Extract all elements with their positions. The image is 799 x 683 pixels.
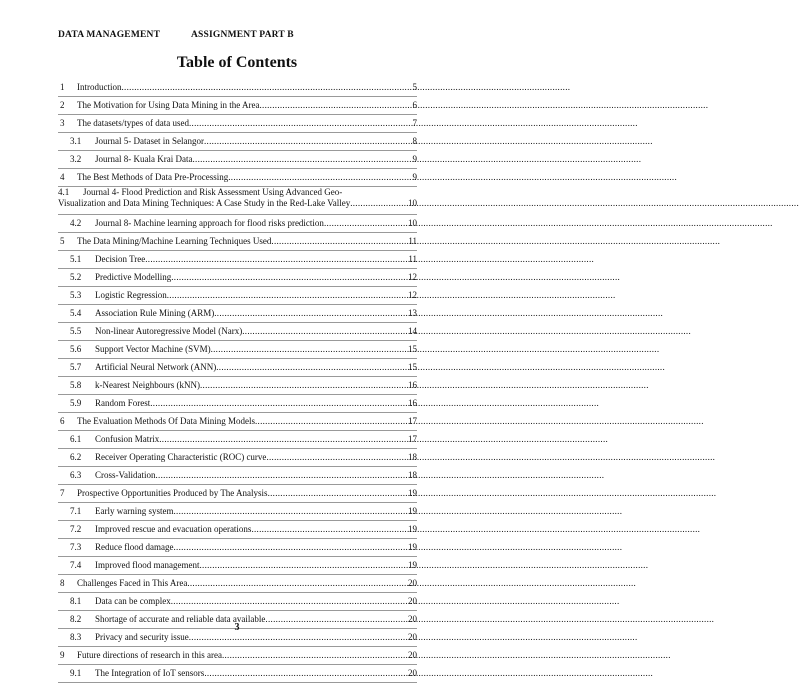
toc-entry-title: The Data Mining/Machine Learning Techniques Used xyxy=(77,236,272,246)
toc-entry[interactable] xyxy=(58,215,417,233)
toc-entry-page: 14 xyxy=(408,326,417,336)
toc-entry-page: 18 xyxy=(408,470,417,480)
toc-entry-title: Challenges Faced in This Area xyxy=(77,578,188,588)
toc-entry-page: 20 xyxy=(408,614,417,624)
toc-leader-dots xyxy=(324,218,407,229)
toc-leader-dots xyxy=(204,668,407,679)
toc-leader-dots xyxy=(159,434,407,445)
toc-entry-title: Cross-Validation xyxy=(95,470,156,480)
toc-entry[interactable] xyxy=(58,169,417,187)
toc-entry-title: Predictive Modelling xyxy=(95,272,172,282)
toc-entry-number: 7.1 xyxy=(70,506,82,516)
toc-entry-page: 12 xyxy=(408,272,417,282)
toc-entry[interactable] xyxy=(58,449,417,467)
toc-leader-dots xyxy=(266,452,407,463)
toc-leader-dots xyxy=(173,542,407,553)
toc-entry-page: 18 xyxy=(408,452,417,462)
toc-entry-title: Artificial Neural Network (ANN) xyxy=(95,362,217,372)
toc-entry-title: Non-linear Autoregressive Model (Narx) xyxy=(95,326,243,336)
toc-entry-page: 17 xyxy=(408,416,417,426)
toc-entry[interactable] xyxy=(58,341,417,359)
toc-leader-dots xyxy=(171,596,407,607)
toc-entry-page: 12 xyxy=(408,290,417,300)
toc-leader-dots xyxy=(211,344,407,355)
toc-entry[interactable] xyxy=(58,233,417,251)
toc-entry-number: 4.2 xyxy=(70,218,82,228)
toc-leader-dots xyxy=(150,398,407,409)
toc-entry-page: 19 xyxy=(408,506,417,516)
toc-entry-number: 3.2 xyxy=(70,154,82,164)
toc-entry-page: 15 xyxy=(408,344,417,354)
toc-entry-title: Decision Tree xyxy=(95,254,146,264)
toc-entry-page: 20 xyxy=(408,632,417,642)
toc-leader-dots xyxy=(350,198,407,209)
toc-entry-number: 5.9 xyxy=(70,398,82,408)
toc-entry[interactable] xyxy=(58,151,417,169)
toc-entry-title: The datasets/types of data used xyxy=(77,118,189,128)
toc-entry-title: Improved flood management xyxy=(95,560,200,570)
toc-entry-title: Prospective Opportunities Produced by The Analysis xyxy=(77,488,268,498)
toc-entry-page: 20 xyxy=(408,668,417,678)
toc-entry[interactable] xyxy=(58,521,417,539)
toc-entry-number: 9 xyxy=(60,650,65,660)
toc-entry-title: Association Rule Mining (ARM) xyxy=(95,308,215,318)
toc-entry-page: 15 xyxy=(408,362,417,372)
toc-entry-title: Future directions of research in this area xyxy=(77,650,222,660)
toc-entry-title: Journal 5- Dataset in Selangor xyxy=(95,136,204,146)
toc-leader-dots xyxy=(251,524,407,535)
toc-entry-number: 6.3 xyxy=(70,470,82,480)
toc-entry-number: 8.2 xyxy=(70,614,82,624)
toc-entry-title: Journal 8- Kuala Krai Data xyxy=(95,154,193,164)
toc-leader-dots xyxy=(171,272,407,283)
toc-entry-title: Journal 8- Machine learning approach for flood risks prediction xyxy=(95,218,324,228)
toc-entry[interactable] xyxy=(58,359,417,377)
toc-entry[interactable] xyxy=(58,575,417,593)
toc-entry[interactable] xyxy=(58,539,417,557)
header-right: ASSIGNMENT PART B xyxy=(191,30,294,40)
toc-entry-number: 5.3 xyxy=(70,290,82,300)
toc-entry-number: 4.1 xyxy=(58,187,70,197)
toc-leader-dots xyxy=(122,82,412,93)
toc-entry[interactable] xyxy=(58,269,417,287)
toc-entry-page: 5 xyxy=(412,82,417,92)
toc-entry-title: Data can be complex xyxy=(95,596,171,606)
toc-leader-dots xyxy=(200,380,407,391)
toc-entry-number: 8.1 xyxy=(70,596,82,606)
toc-entry-number: 5.5 xyxy=(70,326,82,336)
toc-entry-title: k-Nearest Neighbours (kNN) xyxy=(95,380,200,390)
toc-entry-title: Reduce flood damage xyxy=(95,542,174,552)
toc-entry[interactable] xyxy=(58,413,417,431)
toc-entry-title-cont: Visualization and Data Mining Techniques: A Case Study in the Red-Lake Valley xyxy=(58,198,351,208)
header-left: DATA MANAGEMENT xyxy=(58,30,161,40)
toc-leader-dots xyxy=(167,290,407,301)
toc-entry-page: 6 xyxy=(412,100,417,110)
toc-entry-page: 19 xyxy=(408,542,417,552)
toc-entry[interactable] xyxy=(58,503,417,521)
toc-entry-title: Support Vector Machine (SVM) xyxy=(95,344,211,354)
toc-title: Table of Contents xyxy=(176,54,298,71)
toc-entry[interactable] xyxy=(58,395,417,413)
toc-leader-dots xyxy=(199,560,407,571)
toc-entry-page: 11 xyxy=(408,236,417,246)
toc-leader-dots xyxy=(222,650,407,661)
toc-entry-number: 7 xyxy=(60,488,65,498)
toc-entry-number: 5 xyxy=(60,236,65,246)
toc-entry-title: Random Forest xyxy=(95,398,151,408)
table-of-contents xyxy=(58,79,417,683)
toc-leader-dots xyxy=(268,488,407,499)
toc-entry[interactable] xyxy=(58,593,417,611)
toc-entry-page: 10 xyxy=(408,218,417,228)
toc-entry[interactable] xyxy=(58,485,417,503)
toc-entry-number: 5.7 xyxy=(70,362,82,372)
toc-entry-number: 5.8 xyxy=(70,380,82,390)
toc-leader-dots xyxy=(271,236,407,247)
toc-entry-title: The Best Methods of Data Pre-Processing xyxy=(77,172,229,182)
toc-entry[interactable] xyxy=(58,431,417,449)
toc-entry-number: 1 xyxy=(60,82,65,92)
toc-entry-title: Introduction xyxy=(77,82,122,92)
toc-entry-number: 5.6 xyxy=(70,344,82,354)
toc-entry[interactable] xyxy=(58,97,417,115)
toc-entry-title: The Integration of IoT sensors xyxy=(95,668,205,678)
toc-entry[interactable] xyxy=(58,251,417,269)
toc-entry[interactable] xyxy=(58,79,417,97)
toc-entry[interactable] xyxy=(58,133,417,151)
toc-entry[interactable] xyxy=(58,467,417,485)
toc-entry[interactable] xyxy=(58,323,417,341)
toc-leader-dots xyxy=(216,362,407,373)
toc-leader-dots xyxy=(259,100,411,111)
toc-entry[interactable] xyxy=(58,377,417,395)
toc-entry-page: 20 xyxy=(408,650,417,660)
toc-leader-dots xyxy=(214,308,407,319)
toc-leader-dots xyxy=(156,470,408,481)
toc-entry-number: 5.1 xyxy=(70,254,82,264)
toc-leader-dots xyxy=(189,632,407,643)
page-number: 3 xyxy=(234,622,240,633)
toc-entry-number: 2 xyxy=(60,100,65,110)
toc-entry[interactable] xyxy=(58,187,417,215)
toc-entry-title: Logistic Regression xyxy=(95,290,167,300)
toc-entry-number: 7.2 xyxy=(70,524,82,534)
toc-entry-title: Receiver Operating Characteristic (ROC) curve xyxy=(95,452,267,462)
toc-entry-number: 4 xyxy=(60,172,65,182)
toc-entry-page: 10 xyxy=(408,198,417,208)
toc-entry[interactable] xyxy=(58,287,417,305)
toc-entry-number: 8 xyxy=(60,578,65,588)
toc-entry-number: 5.4 xyxy=(70,308,82,318)
toc-entry-page: 11 xyxy=(408,254,417,264)
toc-entry-page: 8 xyxy=(412,136,417,146)
toc-entry-page: 20 xyxy=(408,578,417,588)
toc-entry[interactable] xyxy=(58,665,417,683)
toc-entry-page: 9 xyxy=(412,154,417,164)
toc-entry-title: Journal 4- Flood Prediction and Risk Assessment Using Advanced Geo- xyxy=(83,187,343,197)
toc-entry-number: 7.4 xyxy=(70,560,82,570)
toc-leader-dots xyxy=(242,326,407,337)
toc-entry-page: 19 xyxy=(408,488,417,498)
toc-entry-page: 9 xyxy=(412,172,417,182)
toc-leader-dots xyxy=(189,118,412,129)
toc-entry-number: 7.3 xyxy=(70,542,82,552)
toc-entry-page: 16 xyxy=(408,380,417,390)
toc-entry-title: The Motivation for Using Data Mining in the Area xyxy=(77,100,260,110)
toc-entry-number: 8.3 xyxy=(70,632,82,642)
toc-leader-dots xyxy=(204,136,412,147)
toc-entry-page: 16 xyxy=(408,398,417,408)
toc-entry[interactable] xyxy=(58,305,417,323)
toc-entry-page: 13 xyxy=(408,308,417,318)
toc-entry-title: Improved rescue and evacuation operations xyxy=(95,524,252,534)
toc-entry-page: 7 xyxy=(412,118,417,128)
toc-entry[interactable] xyxy=(58,557,417,575)
toc-entry-number: 6 xyxy=(60,416,65,426)
toc-entry-page: 20 xyxy=(408,596,417,606)
toc-entry-title: Privacy and security issue xyxy=(95,632,189,642)
toc-entry-number: 5.2 xyxy=(70,272,82,282)
toc-entry-number: 6.1 xyxy=(70,434,82,444)
toc-leader-dots xyxy=(173,506,407,517)
toc-entry-number: 3.1 xyxy=(70,136,82,146)
toc-entry-number: 6.2 xyxy=(70,452,82,462)
toc-entry-title: The Evaluation Methods Of Data Mining Models xyxy=(77,416,255,426)
toc-entry-title: Early warning system xyxy=(95,506,174,516)
toc-leader-dots xyxy=(145,254,407,265)
toc-entry-page: 17 xyxy=(408,434,417,444)
toc-entry-page: 19 xyxy=(408,560,417,570)
toc-entry-title: Confusion Matrix xyxy=(95,434,160,444)
toc-entry[interactable] xyxy=(58,647,417,665)
toc-entry-title: Shortage of accurate and reliable data available xyxy=(95,614,266,624)
toc-leader-dots xyxy=(187,578,407,589)
toc-entry-number: 3 xyxy=(60,118,65,128)
toc-leader-dots xyxy=(228,172,411,183)
toc-entry[interactable] xyxy=(58,115,417,133)
toc-entry-number: 9.1 xyxy=(70,668,82,678)
toc-entry-page: 19 xyxy=(408,524,417,534)
toc-leader-dots xyxy=(192,154,411,165)
toc-leader-dots xyxy=(255,416,407,427)
